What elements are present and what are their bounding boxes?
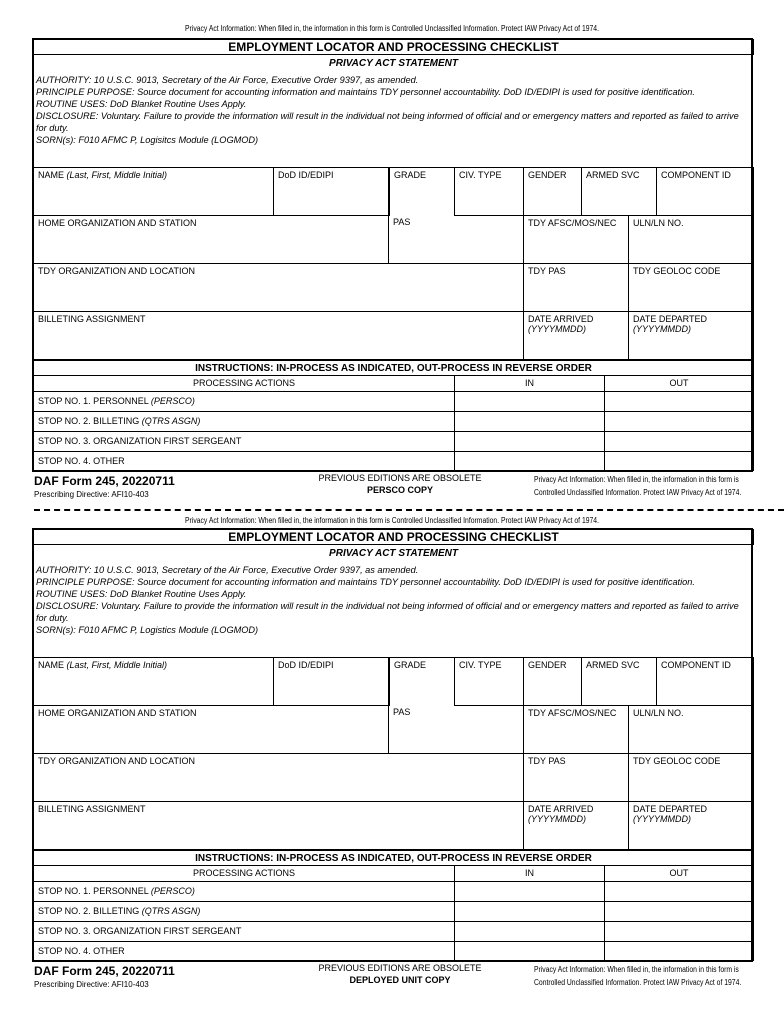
privacy-act-section	[33, 544, 754, 658]
stop-out-field[interactable]	[604, 431, 754, 452]
stop-hint: (QTRS ASGN)	[141, 416, 201, 426]
previous-editions: PREVIOUS EDITIONS ARE OBSOLETE	[318, 963, 482, 973]
authority-text: AUTHORITY: 10 U.S.C. 9013, Secretary of the Air Force, Executive Order 9397, as amended.	[36, 565, 419, 575]
tdy-pas-field[interactable]	[523, 263, 629, 312]
stop-row-action	[33, 451, 455, 471]
grade-field[interactable]	[388, 167, 455, 216]
previous-editions: PREVIOUS EDITIONS ARE OBSOLETE	[318, 473, 482, 483]
date-format-hint: (YYYYMMDD)	[633, 324, 691, 334]
date-format-hint: (YYYYMMDD)	[528, 324, 586, 334]
form-copy	[0, 0, 784, 499]
stop-in-field[interactable]	[454, 391, 605, 412]
tdy-org-label: TDY ORGANIZATION AND LOCATION	[38, 756, 196, 766]
stop-out-field[interactable]	[604, 451, 754, 471]
disclosure-text: DISCLOSURE: Voluntary. Failure to provide the information will result in the individual not being informed of official and or emergency matters and reported as failed to arrive for duty.	[36, 601, 739, 623]
stop-label: STOP NO. 3. ORGANIZATION FIRST SERGEANT	[38, 926, 242, 936]
form-title: EMPLOYMENT LOCATOR AND PROCESSING CHECKLIST	[33, 529, 754, 545]
component-id-field[interactable]	[656, 167, 754, 216]
processing-actions-header: PROCESSING ACTIONS	[33, 375, 455, 392]
billeting-field[interactable]	[33, 311, 524, 360]
stop-row-action	[33, 391, 455, 412]
routine-uses-text: ROUTINE USES: DoD Blanket Routine Uses Apply.	[36, 589, 247, 599]
component-id-label: COMPONENT ID	[661, 170, 731, 180]
form-title: EMPLOYMENT LOCATOR AND PROCESSING CHECKLIST	[33, 39, 754, 55]
form-box	[32, 528, 753, 962]
form-number: DAF Form 245, 20220711	[34, 474, 175, 488]
privacy-notice: Privacy Act Information: When filled in, the information in this form is Controlled Unclassified Information. Protect IAW Privacy Act of 1974.	[185, 516, 599, 525]
prescribing-directive: Prescribing Directive: AFI10-403	[34, 490, 149, 499]
form-copy	[0, 490, 784, 989]
stop-label: STOP NO. 3. ORGANIZATION FIRST SERGEANT	[38, 436, 242, 446]
tdy-geoloc-field[interactable]	[628, 753, 754, 802]
stop-in-field[interactable]	[454, 921, 605, 942]
grade-field[interactable]	[388, 657, 455, 706]
tdy-geoloc-label: TDY GEOLOC CODE	[633, 266, 721, 276]
stop-out-field[interactable]	[604, 941, 754, 961]
tdy-pas-label: TDY PAS	[528, 756, 566, 766]
footer-privacy-line-2: Controlled Unclassified Information. Protect IAW Privacy Act of 1974.	[534, 978, 742, 987]
stop-label: STOP NO. 2. BILLETING	[38, 906, 142, 916]
tdy-org-field[interactable]	[33, 753, 524, 802]
stop-label: STOP NO. 2. BILLETING	[38, 416, 142, 426]
stop-in-field[interactable]	[454, 411, 605, 432]
date-format-hint: (YYYYMMDD)	[633, 814, 691, 824]
civ-type-field[interactable]	[454, 657, 524, 706]
stop-row-action	[33, 921, 455, 942]
home-org-field[interactable]	[33, 215, 389, 264]
form-number: DAF Form 245, 20220711	[34, 964, 175, 978]
processing-actions-header: PROCESSING ACTIONS	[33, 865, 455, 882]
tdy-afsc-field[interactable]	[523, 215, 629, 264]
date-format-hint: (YYYYMMDD)	[528, 814, 586, 824]
in-header: IN	[454, 375, 605, 392]
armed-svc-label: ARMED SVC	[586, 660, 640, 670]
privacy-act-body	[36, 564, 751, 636]
stop-label: STOP NO. 1. PERSONNEL	[38, 396, 151, 406]
home-org-label: HOME ORGANIZATION AND STATION	[38, 218, 197, 228]
date-departed-label: DATE DEPARTED	[633, 314, 708, 324]
authority-text: AUTHORITY: 10 U.S.C. 9013, Secretary of the Air Force, Executive Order 9397, as amended.	[36, 75, 419, 85]
stop-out-field[interactable]	[604, 901, 754, 922]
date-departed-field[interactable]	[628, 801, 754, 850]
tdy-afsc-label: TDY AFSC/MOS/NEC	[528, 218, 617, 228]
routine-uses-text: ROUTINE USES: DoD Blanket Routine Uses Apply.	[36, 99, 247, 109]
instructions-heading: INSTRUCTIONS: IN-PROCESS AS INDICATED, OUT-PROCESS IN REVERSE ORDER	[33, 849, 754, 866]
date-arrived-label: DATE ARRIVED	[528, 804, 594, 814]
armed-svc-field[interactable]	[581, 167, 657, 216]
dod-id-field[interactable]	[273, 167, 389, 216]
date-arrived-field[interactable]	[523, 801, 629, 850]
stop-in-field[interactable]	[454, 431, 605, 452]
footer-privacy	[534, 963, 772, 989]
copy-name: DEPLOYED UNIT COPY	[349, 975, 451, 985]
stop-row-action	[33, 901, 455, 922]
privacy-act-heading: PRIVACY ACT STATEMENT	[329, 58, 458, 69]
name-field[interactable]	[33, 657, 274, 706]
billeting-label: BILLETING ASSIGNMENT	[38, 314, 146, 324]
footer-privacy-line-1: Privacy Act Information: When filled in, the information in this form is	[534, 965, 739, 974]
date-departed-label: DATE DEPARTED	[633, 804, 708, 814]
privacy-act-heading: PRIVACY ACT STATEMENT	[329, 548, 458, 559]
pas-field[interactable]	[388, 215, 524, 264]
stop-row-action	[33, 941, 455, 961]
tdy-geoloc-field[interactable]	[628, 263, 754, 312]
uln-label: ULN/LN NO.	[633, 708, 684, 718]
disclosure-text: DISCLOSURE: Voluntary. Failure to provide the information will result in the individual not being informed of official and or emergency matters and reported as failed to arrive for duty.	[36, 111, 739, 133]
dod-id-label: DoD ID/EDIPI	[278, 660, 334, 670]
privacy-act-body	[36, 74, 751, 146]
gender-field[interactable]	[523, 657, 582, 706]
name-label: NAME	[38, 660, 65, 670]
stop-out-field[interactable]	[604, 411, 754, 432]
privacy-notice: Privacy Act Information: When filled in, the information in this form is Controlled Unclassified Information. Protect IAW Privacy Act of 1974.	[185, 24, 599, 33]
home-org-field[interactable]	[33, 705, 389, 754]
tdy-pas-label: TDY PAS	[528, 266, 566, 276]
in-header: IN	[454, 865, 605, 882]
tdy-org-field[interactable]	[33, 263, 524, 312]
armed-svc-label: ARMED SVC	[586, 170, 640, 180]
stop-row-action	[33, 431, 455, 452]
footer-privacy-line-2: Controlled Unclassified Information. Protect IAW Privacy Act of 1974.	[534, 488, 742, 497]
stop-in-field[interactable]	[454, 941, 605, 961]
stop-out-field[interactable]	[604, 881, 754, 902]
name-hint: (Last, First, Middle Initial)	[66, 170, 168, 180]
stop-in-field[interactable]	[454, 901, 605, 922]
tdy-geoloc-label: TDY GEOLOC CODE	[633, 756, 721, 766]
sorn-text: SORN(s): F010 AFMC P, Logisitcs Module (LOGMOD)	[36, 135, 259, 145]
gender-label: GENDER	[528, 170, 567, 180]
grade-label: GRADE	[394, 660, 427, 670]
billeting-field[interactable]	[33, 801, 524, 850]
footer-privacy-line-1: Privacy Act Information: When filled in, the information in this form is	[534, 475, 739, 484]
stop-label: STOP NO. 1. PERSONNEL	[38, 886, 151, 896]
uln-label: ULN/LN NO.	[633, 218, 684, 228]
purpose-text: PRINCIPLE PURPOSE: Source document for accounting information and maintains TDY personnel accountability. DoD ID/EDIPI is used for positive identification.	[36, 87, 695, 97]
prescribing-directive: Prescribing Directive: AFI10-403	[34, 980, 149, 989]
stop-label: STOP NO. 4. OTHER	[38, 946, 125, 956]
component-id-field[interactable]	[656, 657, 754, 706]
civ-type-label: CIV. TYPE	[459, 170, 502, 180]
out-header: OUT	[604, 375, 754, 392]
home-org-label: HOME ORGANIZATION AND STATION	[38, 708, 197, 718]
stop-row-action	[33, 411, 455, 432]
tdy-org-label: TDY ORGANIZATION AND LOCATION	[38, 266, 196, 276]
copy-name: PERSCO COPY	[366, 485, 433, 495]
form-box	[32, 38, 753, 472]
stop-hint: (PERSCO)	[150, 396, 195, 406]
instructions-heading: INSTRUCTIONS: IN-PROCESS AS INDICATED, OUT-PROCESS IN REVERSE ORDER	[33, 359, 754, 376]
grade-label: GRADE	[394, 170, 427, 180]
out-header: OUT	[604, 865, 754, 882]
armed-svc-field[interactable]	[581, 657, 657, 706]
tdy-pas-field[interactable]	[523, 753, 629, 802]
stop-hint: (PERSCO)	[150, 886, 195, 896]
billeting-label: BILLETING ASSIGNMENT	[38, 804, 146, 814]
gender-label: GENDER	[528, 660, 567, 670]
dod-id-field[interactable]	[273, 657, 389, 706]
name-label: NAME	[38, 170, 65, 180]
stop-row-action	[33, 881, 455, 902]
component-id-label: COMPONENT ID	[661, 660, 731, 670]
tdy-afsc-label: TDY AFSC/MOS/NEC	[528, 708, 617, 718]
stop-in-field[interactable]	[454, 881, 605, 902]
gender-field[interactable]	[523, 167, 582, 216]
sorn-text: SORN(s): F010 AFMC P, Logistics Module (LOGMOD)	[36, 625, 259, 635]
name-field[interactable]	[33, 167, 274, 216]
stop-hint: (QTRS ASGN)	[141, 906, 201, 916]
tdy-afsc-field[interactable]	[523, 705, 629, 754]
date-arrived-label: DATE ARRIVED	[528, 314, 594, 324]
stop-out-field[interactable]	[604, 921, 754, 942]
privacy-act-section	[33, 54, 754, 168]
purpose-text: PRINCIPLE PURPOSE: Source document for accounting information and maintains TDY personnel accountability. DoD ID/EDIPI is used for positive identification.	[36, 577, 695, 587]
civ-type-label: CIV. TYPE	[459, 660, 502, 670]
pas-field[interactable]	[388, 705, 524, 754]
pas-label: PAS	[393, 707, 411, 717]
cut-line	[34, 509, 784, 511]
uln-field[interactable]	[628, 215, 754, 264]
pas-label: PAS	[393, 217, 411, 227]
stop-in-field[interactable]	[454, 451, 605, 471]
dod-id-label: DoD ID/EDIPI	[278, 170, 334, 180]
date-arrived-field[interactable]	[523, 311, 629, 360]
name-hint: (Last, First, Middle Initial)	[66, 660, 168, 670]
civ-type-field[interactable]	[454, 167, 524, 216]
stop-label: STOP NO. 4. OTHER	[38, 456, 125, 466]
uln-field[interactable]	[628, 705, 754, 754]
stop-out-field[interactable]	[604, 391, 754, 412]
date-departed-field[interactable]	[628, 311, 754, 360]
